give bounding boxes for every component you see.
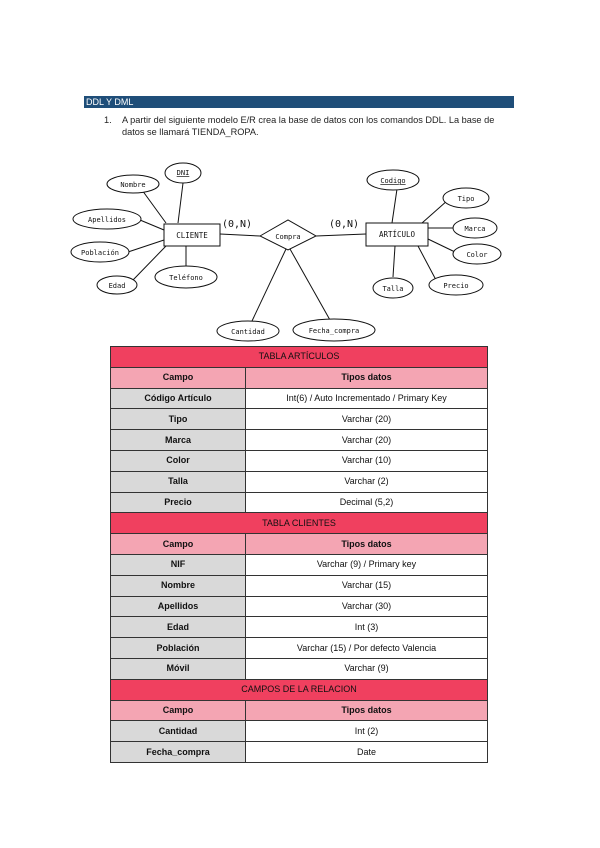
field-type: Varchar (20) bbox=[246, 430, 488, 451]
field-name: Marca bbox=[111, 430, 246, 451]
entity-cliente-label: CLIENTE bbox=[176, 231, 208, 240]
table-row bbox=[111, 658, 488, 679]
field-type: Decimal (5,2) bbox=[246, 492, 488, 513]
field-name: NIF bbox=[111, 554, 246, 575]
field-type: Varchar (20) bbox=[246, 409, 488, 430]
entity-articulo-label: ARTÍCULO bbox=[378, 230, 416, 239]
attr-telefono: Teléfono bbox=[169, 274, 203, 282]
attr-nombre: Nombre bbox=[120, 181, 146, 189]
field-type: Int(6) / Auto Incrementado / Primary Key bbox=[246, 388, 488, 409]
exercise-number: 1. bbox=[104, 115, 112, 125]
field-name: Código Artículo bbox=[111, 388, 246, 409]
table-title: CAMPOS DE LA RELACION bbox=[111, 679, 488, 700]
attr-precio: Precio bbox=[443, 282, 469, 290]
attr-apellidos: Apellidos bbox=[88, 216, 126, 224]
column-header-tipos: Tipos datos bbox=[246, 367, 488, 388]
field-name: Móvil bbox=[111, 658, 246, 679]
field-name: Fecha_compra bbox=[111, 742, 246, 763]
field-type: Varchar (2) bbox=[246, 471, 488, 492]
table-row bbox=[111, 471, 488, 492]
field-name: Nombre bbox=[111, 575, 246, 596]
exercise-text: A partir del siguiente modelo E/R crea la base de datos con los comandos DDL. La base de datos se llamará TIENDA_ROPA. bbox=[122, 115, 495, 137]
attr-color: Color bbox=[466, 251, 488, 259]
er-diagram bbox=[0, 150, 600, 346]
column-header-campo: Campo bbox=[111, 700, 246, 721]
field-name: Precio bbox=[111, 492, 246, 513]
field-name: Color bbox=[111, 450, 246, 471]
column-header-tipos: Tipos datos bbox=[246, 700, 488, 721]
table-header-row bbox=[111, 367, 488, 388]
field-name: Edad bbox=[111, 617, 246, 638]
cardinality-left: (0,N) bbox=[221, 219, 253, 230]
attr-dni: DNI bbox=[176, 169, 190, 177]
field-type: Varchar (10) bbox=[246, 450, 488, 471]
field-name: Apellidos bbox=[111, 596, 246, 617]
table-title-row bbox=[111, 513, 488, 534]
column-header-campo: Campo bbox=[111, 534, 246, 555]
field-name: Tipo bbox=[111, 409, 246, 430]
attr-marca: Marca bbox=[464, 225, 486, 233]
table-title-row bbox=[111, 347, 488, 368]
field-name: Cantidad bbox=[111, 721, 246, 742]
relation-label: Compra bbox=[275, 233, 301, 241]
field-type: Int (3) bbox=[246, 617, 488, 638]
section-heading: DDL Y DML bbox=[84, 96, 514, 108]
attr-tipo: Tipo bbox=[457, 195, 475, 203]
column-header-tipos: Tipos datos bbox=[246, 534, 488, 555]
field-type: Varchar (9) bbox=[246, 658, 488, 679]
table-row bbox=[111, 409, 488, 430]
table-row bbox=[111, 388, 488, 409]
cardinality-right: (0,N) bbox=[328, 219, 360, 230]
data-types-table bbox=[110, 346, 488, 763]
field-name: Talla bbox=[111, 471, 246, 492]
table-row bbox=[111, 575, 488, 596]
table-row bbox=[111, 721, 488, 742]
table-header-row bbox=[111, 534, 488, 555]
field-type: Date bbox=[246, 742, 488, 763]
table-row bbox=[111, 742, 488, 763]
attr-edad: Edad bbox=[108, 282, 126, 290]
field-name: Población bbox=[111, 638, 246, 659]
table-row bbox=[111, 638, 488, 659]
field-type: Varchar (15) / Por defecto Valencia bbox=[246, 638, 488, 659]
table-title-row bbox=[111, 679, 488, 700]
column-header-campo: Campo bbox=[111, 367, 246, 388]
field-type: Varchar (30) bbox=[246, 596, 488, 617]
table-row bbox=[111, 617, 488, 638]
field-type: Varchar (15) bbox=[246, 575, 488, 596]
table-row bbox=[111, 450, 488, 471]
field-type: Varchar (9) / Primary key bbox=[246, 554, 488, 575]
table-row bbox=[111, 596, 488, 617]
attr-talla: Talla bbox=[382, 285, 404, 293]
table-row bbox=[111, 554, 488, 575]
attr-codigo: Codigo bbox=[380, 177, 406, 185]
attr-cantidad: Cantidad bbox=[231, 328, 265, 336]
table-title: TABLA CLIENTES bbox=[111, 513, 488, 534]
field-type: Int (2) bbox=[246, 721, 488, 742]
table-row bbox=[111, 492, 488, 513]
table-row bbox=[111, 430, 488, 451]
attr-fecha-compra: Fecha_compra bbox=[308, 327, 360, 335]
attr-poblacion: Población bbox=[81, 249, 119, 257]
table-title: TABLA ARTÍCULOS bbox=[111, 347, 488, 368]
table-header-row bbox=[111, 700, 488, 721]
